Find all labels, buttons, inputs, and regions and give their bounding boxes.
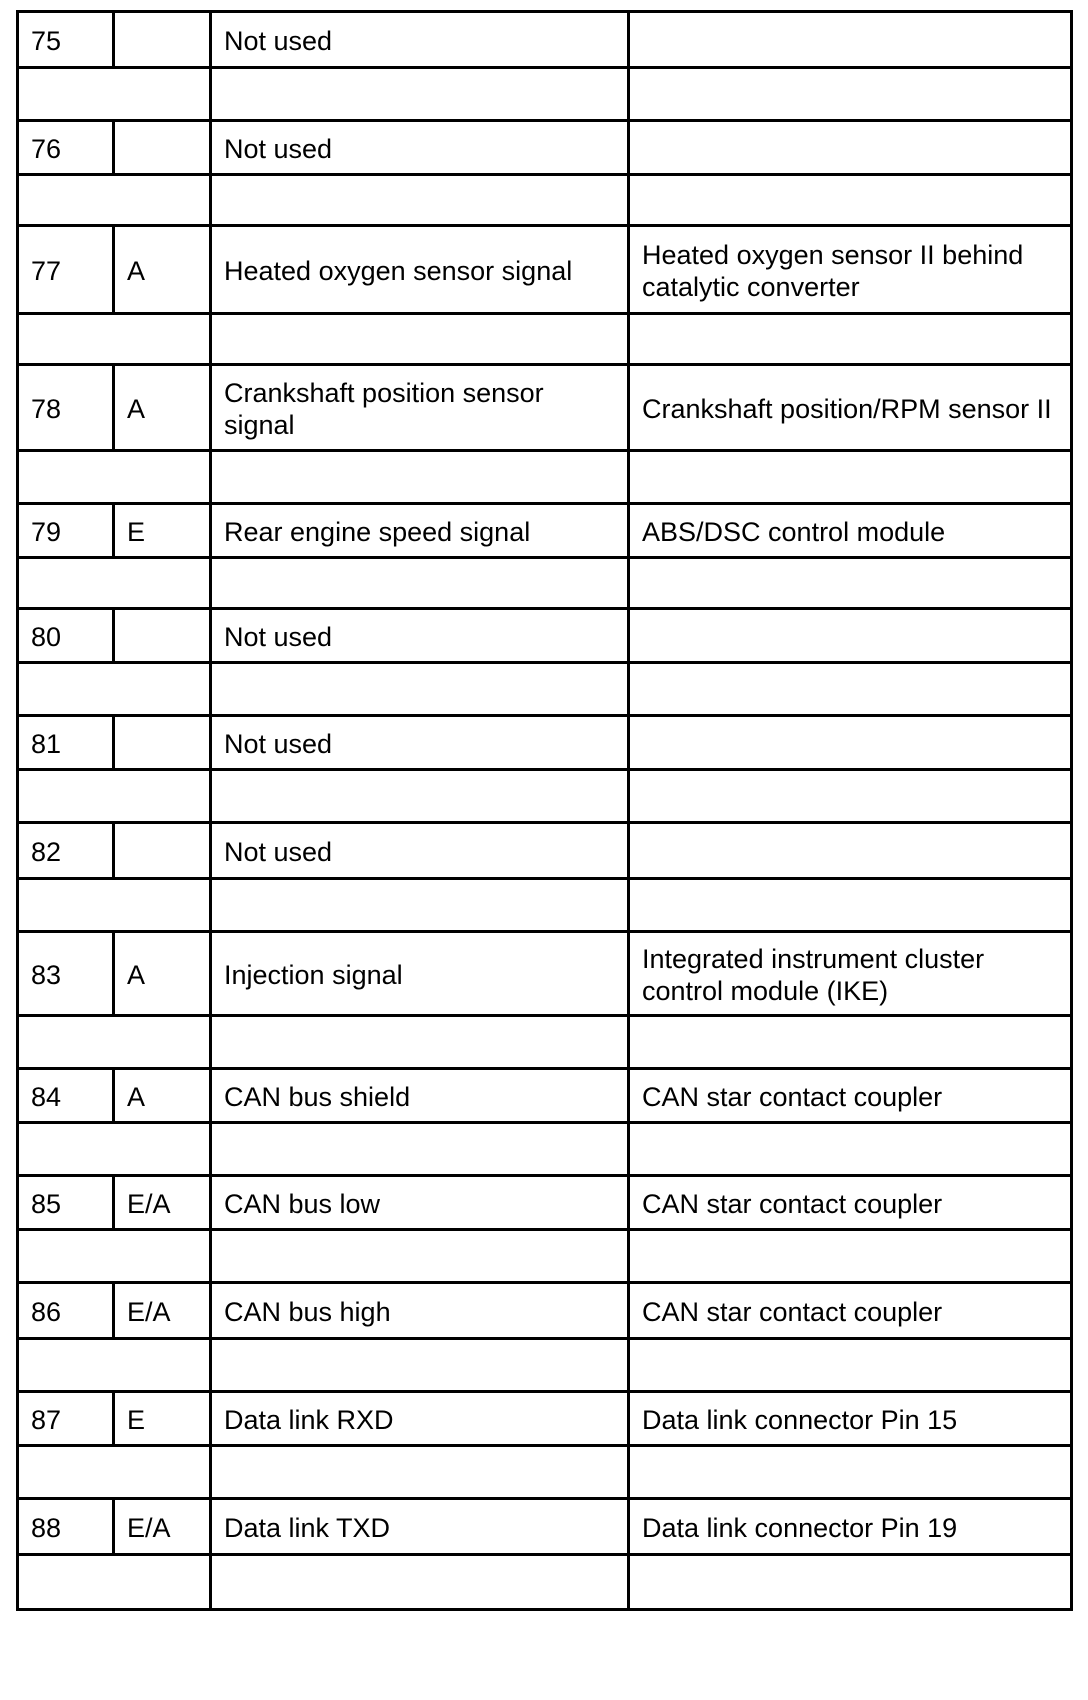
pin-connection: Crankshaft position/RPM sensor II	[629, 365, 1072, 451]
spacer-cell	[211, 558, 629, 609]
io-type	[114, 12, 211, 68]
pin-number: 79	[18, 504, 114, 558]
spacer-cell	[629, 68, 1072, 121]
pin-function: Data link RXD	[211, 1392, 629, 1446]
io-type: A	[114, 932, 211, 1016]
io-type	[114, 609, 211, 663]
spacer-cell	[629, 175, 1072, 226]
io-type: E/A	[114, 1499, 211, 1555]
spacer-cell	[211, 175, 629, 226]
spacer-row	[18, 314, 1072, 365]
pin-connection	[629, 121, 1072, 175]
pin-connection: Heated oxygen sensor II behind catalytic converter	[629, 226, 1072, 314]
pin-function: Not used	[211, 609, 629, 663]
table-row	[18, 365, 1072, 451]
pin-number: 82	[18, 823, 114, 879]
spacer-cell	[18, 175, 211, 226]
spacer-cell	[18, 1016, 211, 1069]
table-row	[18, 716, 1072, 770]
pin-function: Rear engine speed signal	[211, 504, 629, 558]
spacer-cell	[211, 1230, 629, 1283]
pin-function: CAN bus shield	[211, 1069, 629, 1123]
pin-connection: ABS/DSC control module	[629, 504, 1072, 558]
pin-number: 87	[18, 1392, 114, 1446]
spacer-row	[18, 1016, 1072, 1069]
spacer-cell	[629, 1123, 1072, 1176]
pin-number: 76	[18, 121, 114, 175]
pin-function: Not used	[211, 12, 629, 68]
spacer-cell	[211, 314, 629, 365]
spacer-row	[18, 1230, 1072, 1283]
pin-connection	[629, 716, 1072, 770]
pin-connection: CAN star contact coupler	[629, 1069, 1072, 1123]
pin-function: Crankshaft position sensor signal	[211, 365, 629, 451]
pin-connection: CAN star contact coupler	[629, 1176, 1072, 1230]
table-row	[18, 823, 1072, 879]
spacer-cell	[211, 1123, 629, 1176]
io-type: E	[114, 504, 211, 558]
spacer-cell	[18, 879, 211, 932]
spacer-cell	[18, 770, 211, 823]
pin-number: 83	[18, 932, 114, 1016]
io-type: A	[114, 1069, 211, 1123]
pin-number: 84	[18, 1069, 114, 1123]
pin-function: Not used	[211, 823, 629, 879]
spacer-cell	[629, 663, 1072, 716]
pin-number: 85	[18, 1176, 114, 1230]
spacer-cell	[629, 451, 1072, 504]
io-type: E/A	[114, 1176, 211, 1230]
spacer-cell	[629, 1555, 1072, 1610]
table-row	[18, 1499, 1072, 1555]
spacer-row	[18, 770, 1072, 823]
io-type: E/A	[114, 1283, 211, 1339]
spacer-row	[18, 558, 1072, 609]
table-row	[18, 609, 1072, 663]
spacer-cell	[629, 1230, 1072, 1283]
spacer-cell	[18, 68, 211, 121]
pin-number: 88	[18, 1499, 114, 1555]
table-row	[18, 1069, 1072, 1123]
spacer-cell	[18, 1230, 211, 1283]
table-row	[18, 226, 1072, 314]
spacer-row	[18, 663, 1072, 716]
spacer-cell	[211, 663, 629, 716]
spacer-cell	[18, 314, 211, 365]
pin-assignment-table	[16, 10, 1073, 1611]
spacer-cell	[18, 663, 211, 716]
pin-number: 78	[18, 365, 114, 451]
spacer-cell	[18, 1555, 211, 1610]
table-row	[18, 1283, 1072, 1339]
pin-connection	[629, 609, 1072, 663]
spacer-row	[18, 879, 1072, 932]
pin-number: 75	[18, 12, 114, 68]
spacer-row	[18, 1446, 1072, 1499]
spacer-cell	[629, 879, 1072, 932]
pin-number: 77	[18, 226, 114, 314]
io-type: A	[114, 226, 211, 314]
spacer-cell	[18, 1339, 211, 1392]
spacer-cell	[211, 451, 629, 504]
spacer-cell	[629, 770, 1072, 823]
table-row	[18, 1392, 1072, 1446]
spacer-row	[18, 451, 1072, 504]
spacer-cell	[629, 558, 1072, 609]
table-row	[18, 121, 1072, 175]
pin-connection	[629, 12, 1072, 68]
spacer-cell	[211, 68, 629, 121]
pin-function: Not used	[211, 121, 629, 175]
pin-connection: Data link connector Pin 19	[629, 1499, 1072, 1555]
spacer-cell	[211, 770, 629, 823]
table-row	[18, 12, 1072, 68]
spacer-cell	[211, 1555, 629, 1610]
pin-connection	[629, 823, 1072, 879]
pin-function: CAN bus high	[211, 1283, 629, 1339]
spacer-cell	[18, 451, 211, 504]
spacer-cell	[629, 314, 1072, 365]
spacer-cell	[18, 1446, 211, 1499]
pin-connection: Integrated instrument cluster control module (IKE)	[629, 932, 1072, 1016]
pin-number: 80	[18, 609, 114, 663]
spacer-cell	[18, 558, 211, 609]
spacer-cell	[211, 879, 629, 932]
table-row	[18, 504, 1072, 558]
spacer-cell	[211, 1446, 629, 1499]
pin-number: 86	[18, 1283, 114, 1339]
pin-connection: Data link connector Pin 15	[629, 1392, 1072, 1446]
io-type	[114, 121, 211, 175]
pin-function: CAN bus low	[211, 1176, 629, 1230]
io-type	[114, 716, 211, 770]
spacer-row	[18, 68, 1072, 121]
table-row	[18, 932, 1072, 1016]
pin-function: Injection signal	[211, 932, 629, 1016]
spacer-row	[18, 1339, 1072, 1392]
pin-function: Not used	[211, 716, 629, 770]
spacer-cell	[629, 1339, 1072, 1392]
spacer-cell	[211, 1016, 629, 1069]
spacer-cell	[18, 1123, 211, 1176]
pin-function: Data link TXD	[211, 1499, 629, 1555]
spacer-row	[18, 1555, 1072, 1610]
pin-connection: CAN star contact coupler	[629, 1283, 1072, 1339]
table-row	[18, 1176, 1072, 1230]
io-type: A	[114, 365, 211, 451]
spacer-cell	[211, 1339, 629, 1392]
io-type	[114, 823, 211, 879]
spacer-row	[18, 175, 1072, 226]
spacer-cell	[629, 1446, 1072, 1499]
pin-number: 81	[18, 716, 114, 770]
io-type: E	[114, 1392, 211, 1446]
spacer-cell	[629, 1016, 1072, 1069]
pin-function: Heated oxygen sensor signal	[211, 226, 629, 314]
spacer-row	[18, 1123, 1072, 1176]
